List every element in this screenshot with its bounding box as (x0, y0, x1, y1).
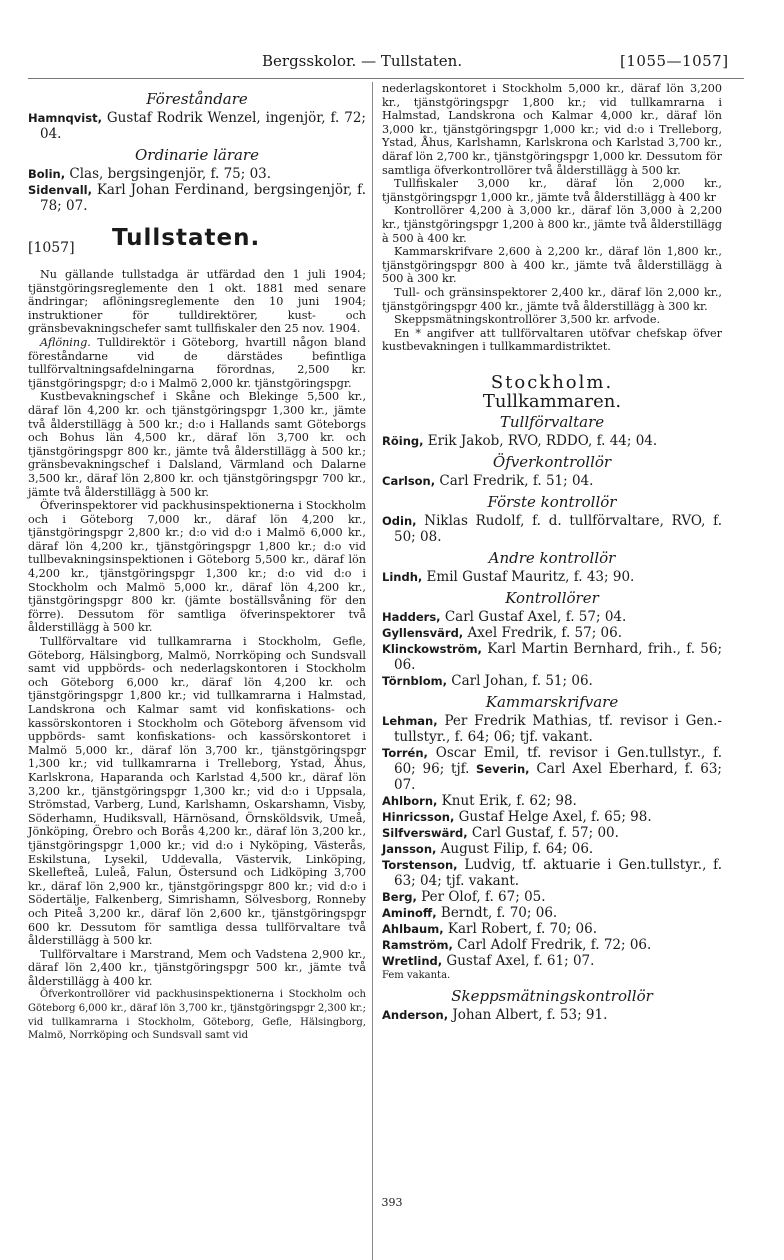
person-details: Gustaf Axel, f. 61; 07. (442, 953, 595, 970)
paragraph: Tullfiskaler 3,000 kr., däraf lön 2,000 kr., tjänstgöringspgr 1,000 kr., jämte två ålderstillägg à 400 kr (382, 177, 722, 204)
person-entry (382, 713, 722, 745)
person-entry (382, 937, 722, 953)
person-entry (382, 905, 722, 921)
paragraph: Kustbevakningschef i Skåne och Blekinge 5,500 kr., däraf lön 4,200 kr. och tjänstgöringspgr 1,300 kr., jämte två ålderstillägg à 500 kr.; d:o i Hallands samt Göteborgs och Bohus län 4,500 kr., däraf lön 3,700 kr. och tjänstgöringspgr 800 kr., jämte två ålderstillägg à 500 kr.; gränsbevakningschef i Dalsland, Värmland och Dalarne 3,500 kr., däraf lön 2,800 kr. och tjänstgöringspgr 700 kr., jämte två ålderstillägg à 500 kr. (28, 390, 366, 499)
person-entry (382, 841, 722, 857)
person-entry (28, 166, 366, 182)
person-entry (382, 473, 722, 489)
section-heading: Öfverkontrollör (492, 453, 612, 472)
person-details: Axel Fredrik, f. 57; 06. (463, 625, 623, 642)
person-entry (382, 809, 722, 825)
person-details: Carl Adolf Fredrik, f. 72; 06. (452, 937, 652, 954)
person-details: Carl Axel Eberhard, f. 63; 07. (394, 761, 722, 794)
paragraph: Tull- och gränsinspektorer 2,400 kr., däraf lön 2,000 kr., tjänstgöringspgr 400 kr., jämte två ålderstillägg à 300 kr. (382, 285, 722, 313)
section-heading: Andre kontrollör (488, 549, 616, 568)
paragraph: Öfverinspektorer vid packhusinspektionerna i Stockholm och i Göteborg 7,000 kr., däraf lön 4,200 kr., tjänstgöringspgr 2,800 kr.; d:o vid d:o i Malmö 6,000 kr., däraf lön 4,200 kr., tjänstgöringspgr 1,800 kr.; d:o vid tullbevakningsinspektionen i Göteborg 5,500 kr., däraf lön 4,200 kr., tjänstgöringspgr 1,300 kr.; d:o vid d:o i Stockholm och Malmö 5,000 kr., däraf lön 4,200 kr., tjänstgöringspgr 800 kr. (jämte boställsvåning för den förre). Dessutom för samtliga öfverinspektorer två ålderstillägg à 500 kr. (28, 499, 366, 635)
person-name: Klinckowström, (382, 642, 482, 657)
person-name: Aminoff, (382, 906, 437, 921)
paragraph: Tullförvaltare i Marstrand, Mem och Vadstena 2,900 kr., däraf lön 2,400 kr., tjänstgöringspgr 500 kr., jämte två ålderstillägg à 400 kr. (28, 947, 366, 988)
paragraph: Kontrollörer 4,200 à 3,000 kr., däraf lön 3,000 à 2,200 kr., tjänstgöringspgr 1,200 à 800 kr., jämte två ålderstillägg à 500 à 400 kr. (382, 204, 722, 245)
person-name: Ahlbaum, (382, 922, 444, 937)
person-details: Carl Johan, f. 51; 06. (446, 673, 593, 690)
person-entry (382, 433, 722, 449)
person-details: Knut Erik, f. 62; 98. (437, 793, 577, 810)
paragraph: Skeppsmätningskontrollörer 3,500 kr. arfvode. (394, 313, 661, 327)
paragraph (28, 336, 366, 390)
section-heading: Tullförvaltare (499, 413, 605, 432)
person-name: Hinricsson, (382, 810, 455, 825)
person-details: Clas, bergsingenjör, f. 75; 03. (65, 166, 272, 182)
paragraph: nederlagskontoret i Stockholm 5,000 kr., däraf lön 3,200 kr., tjänstgöringspgr 1,800 kr.; vid tullkamrarna i Halmstad, Landskrona och Kalmar 4,000 kr., däraf lön 3,000 kr., tjänstgöringspgr 1,000 kr.; vid d:o i Trelleborg, Ystad, Åhus, Karlshamn, Karlskrona och Karlstad 3,700 kr., däraf lön 2,700 kr., tjänstgöringspgr 1,000 kr. Dessutom för samtliga öfverkontrollörer två ålderstillägg à 500 kr. (382, 82, 722, 177)
person-details: Gustaf Rodrik Wenzel, ingenjör, f. 72; 04. (40, 110, 366, 142)
person-entry (28, 182, 366, 214)
person-details: Ludvig, tf. aktuarie i Gen.tullstyr., f. 63; 04; tjf. vakant. (394, 857, 722, 890)
person-name: Jansson, (382, 842, 437, 857)
person-details: Karl Johan Ferdinand, bergsingenjör, f. 78; 07. (40, 182, 366, 214)
header-page-range: [1055—1057] (620, 52, 729, 70)
section-heading: Ordinarie lärare (135, 146, 259, 164)
person-details: Karl Robert, f. 70; 06. (443, 921, 598, 938)
vacancy-note: Fem vakanta. (382, 970, 451, 982)
person-name: Lindh, (382, 570, 423, 585)
person-name: Wretlind, (382, 954, 443, 969)
paragraph: Öfverkontrollörer vid packhusinspektionerna i Stockholm och Göteborg 6,000 kr., däraf lön 3,700 kr., tjänstgöringspgr 2,300 kr.; vid tullkamrarna i Stockholm, Göteborg, Gefle, Hälsingborg, Malmö, Norrköping och Sundsvall samt vid (28, 989, 366, 1042)
paragraph: En * angifver att tullförvaltaren utöfvar chefskap öfver kustbevakningen i tullkammardistriktet. (382, 326, 722, 354)
person-entry (382, 793, 722, 809)
column-divider (372, 82, 373, 1260)
section-heading: Kontrollörer (505, 589, 599, 608)
person-details: Carl Gustaf Axel, f. 57; 04. (440, 609, 627, 626)
page-number: 393 (381, 1196, 403, 1209)
person-name: Sidenvall, (28, 183, 92, 197)
chapter-number: [1057] (28, 240, 75, 256)
person-entry (382, 889, 722, 905)
person-entry (28, 110, 366, 142)
right-column (382, 82, 722, 1023)
person-name: Carlson, (382, 474, 436, 489)
person-entry (382, 609, 722, 625)
section-heading: Skeppsmätningskontrollör (451, 986, 653, 1005)
header-rule (28, 78, 744, 79)
person-details: Erik Jakob, RVO, RDDO, f. 44; 04. (423, 433, 658, 450)
person-entry (382, 953, 722, 969)
person-details: Gustaf Helge Axel, f. 65; 98. (454, 809, 652, 826)
person-name: Silfverswärd, (382, 826, 468, 841)
person-name: Hadders, (382, 610, 441, 625)
left-column (28, 86, 366, 1043)
person-details: Per Olof, f. 67; 05. (416, 889, 546, 906)
person-details: Oscar Emil, tf. revisor i Gen.tullstyr., f. 60; 96; tjf. (394, 745, 722, 778)
running-header (0, 50, 784, 80)
chapter-heading (28, 225, 366, 262)
paragraph: Kammarskrifvare 2,600 à 2,200 kr., däraf lön 1,800 kr., tjänstgöringspgr 800 à 400 kr., jämte två ålderstillägg à 500 à 300 kr. (382, 245, 722, 286)
person-entry (382, 673, 722, 689)
person-details: Berndt, f. 70; 06. (436, 905, 558, 922)
office-heading: Tullkammaren. (482, 391, 622, 413)
person-details: Johan Albert, f. 53; 91. (448, 1006, 608, 1023)
person-details: Carl Gustaf, f. 57; 00. (467, 825, 619, 842)
person-entry (382, 513, 722, 545)
person-name: Torstenson, (382, 858, 458, 873)
person-details: August Filip, f. 64; 06. (436, 841, 594, 858)
chapter-title: Tullstaten. (112, 225, 261, 251)
person-name: Severin, (469, 762, 530, 777)
header-title: Bergsskolor. — Tullstaten. (262, 52, 463, 70)
person-name: Röing, (382, 434, 424, 449)
person-name: Hamnqvist, (28, 111, 102, 125)
person-name: Ramström, (382, 938, 453, 953)
person-details: Carl Fredrik, f. 51; 04. (435, 473, 594, 490)
person-name: Törnblom, (382, 674, 447, 689)
person-name: Gyllensvärd, (382, 626, 464, 641)
person-name: Bolin, (28, 167, 66, 181)
person-name: Berg, (382, 890, 417, 905)
person-entry (382, 745, 722, 793)
person-name: Ahlborn, (382, 794, 438, 809)
person-entry (382, 921, 722, 937)
person-details: Per Fredrik Mathias, tf. revisor i Gen.-tullstyr., f. 64; 06; tjf. vakant. (394, 713, 722, 746)
city-heading: Stockholm. (490, 371, 614, 393)
person-entry (382, 569, 722, 585)
paragraph: Nu gällande tullstadga är utfärdad den 1 juli 1904; tjänstgöringsreglemente den 1 okt. 1881 med senare ändringar; aflöningsreglemente den 10 juni 1904; instruktioner för tulldirektörer, kust- och gränsbevakningschefer samt tullfiskaler den 25 nov. 1904. (28, 268, 366, 336)
section-heading: Förste kontrollör (487, 493, 617, 512)
section-heading: Kammarskrifvare (485, 693, 619, 712)
person-details: Niklas Rudolf, f. d. tullförvaltare, RVO, f. 50; 08. (394, 513, 722, 546)
paragraph: Tullförvaltare vid tullkamrarna i Stockholm, Gefle, Göteborg, Hälsingborg, Malmö, Norrköping och Sundsvall samt vid uppbörds- och nederlagskontoren i Stockholm och Göteborg 6,000 kr., däraf lön 4,200 kr. och tjänstgöringspgr 1,800 kr.; vid tullkamrarna i Halmstad, Landskrona och Kalmar samt vid konfiskations- och kassörskontoren i Stockholm och Göteborg äfvensom vid uppbörds- samt konfiskations- och kassörskontoret i Malmö 5,000 kr., däraf lön 3,700 kr., tjänstgöringspgr 1,300 kr.; vid tullkamrarna i Trelleborg, Ystad, Åhus, Karlskrona, Haparanda och Karlstad 4,500 kr., däraf lön 3,200 kr., tjänstgöringspgr 1,300 kr.; vid d:o i Uppsala, Strömstad, Varberg, Lund, Karlshamn, Oskarshamn, Visby, Söderhamn, Hudiksvall, Härnösand, Örnsköldsvik, Umeå, Jönköping, Örebro och Borås 4,200 kr., däraf lön 3,200 kr., tjänstgöringspgr 1,000 kr.; vid d:o i Nyköping, Västerås, Eskilstuna, Lysekil, Uddevalla, Västervik, Linköping, Skellefteå, Luleå, Falun, Östersund och Lidköping 3,700 kr., däraf lön 2,900 kr., tjänstgöringspgr 800 kr.; vid d:o i Södertälje, Falkenberg, Simrishamn, Sölvesborg, Ronneby och Piteå 3,200 kr., däraf lön 2,600 kr., tjänstgöringspgr 600 kr. Dessutom för samtliga dessa tullförvaltare två ålderstillägg à 500 kr. (28, 635, 366, 948)
person-name: Lehman, (382, 714, 438, 729)
person-details: Emil Gustaf Mauritz, f. 43; 90. (422, 569, 635, 586)
person-entry (382, 625, 722, 641)
person-name: Anderson, (382, 1007, 449, 1022)
person-entry (382, 641, 722, 673)
paragraph-text: Tulldirektör i Göteborg, hvartill någon bland föreståndarne vid de därstädes befintliga tullförvaltningsafdelningarna förordnas, 2,500 kr. tjänstgöringspgr; d:o i Malmö 2,000 kr. tjänstgöringspgr. (28, 335, 366, 390)
person-entry (382, 825, 722, 841)
person-entry (382, 857, 722, 889)
section-heading: Föreståndare (146, 90, 248, 108)
person-entry (382, 1007, 722, 1023)
person-name: Torrén, (382, 746, 428, 761)
paragraph-label: Aflöning. (40, 335, 91, 349)
person-details: Karl Martin Bernhard, frih., f. 56; 06. (394, 641, 722, 674)
person-name: Odin, (382, 514, 417, 529)
